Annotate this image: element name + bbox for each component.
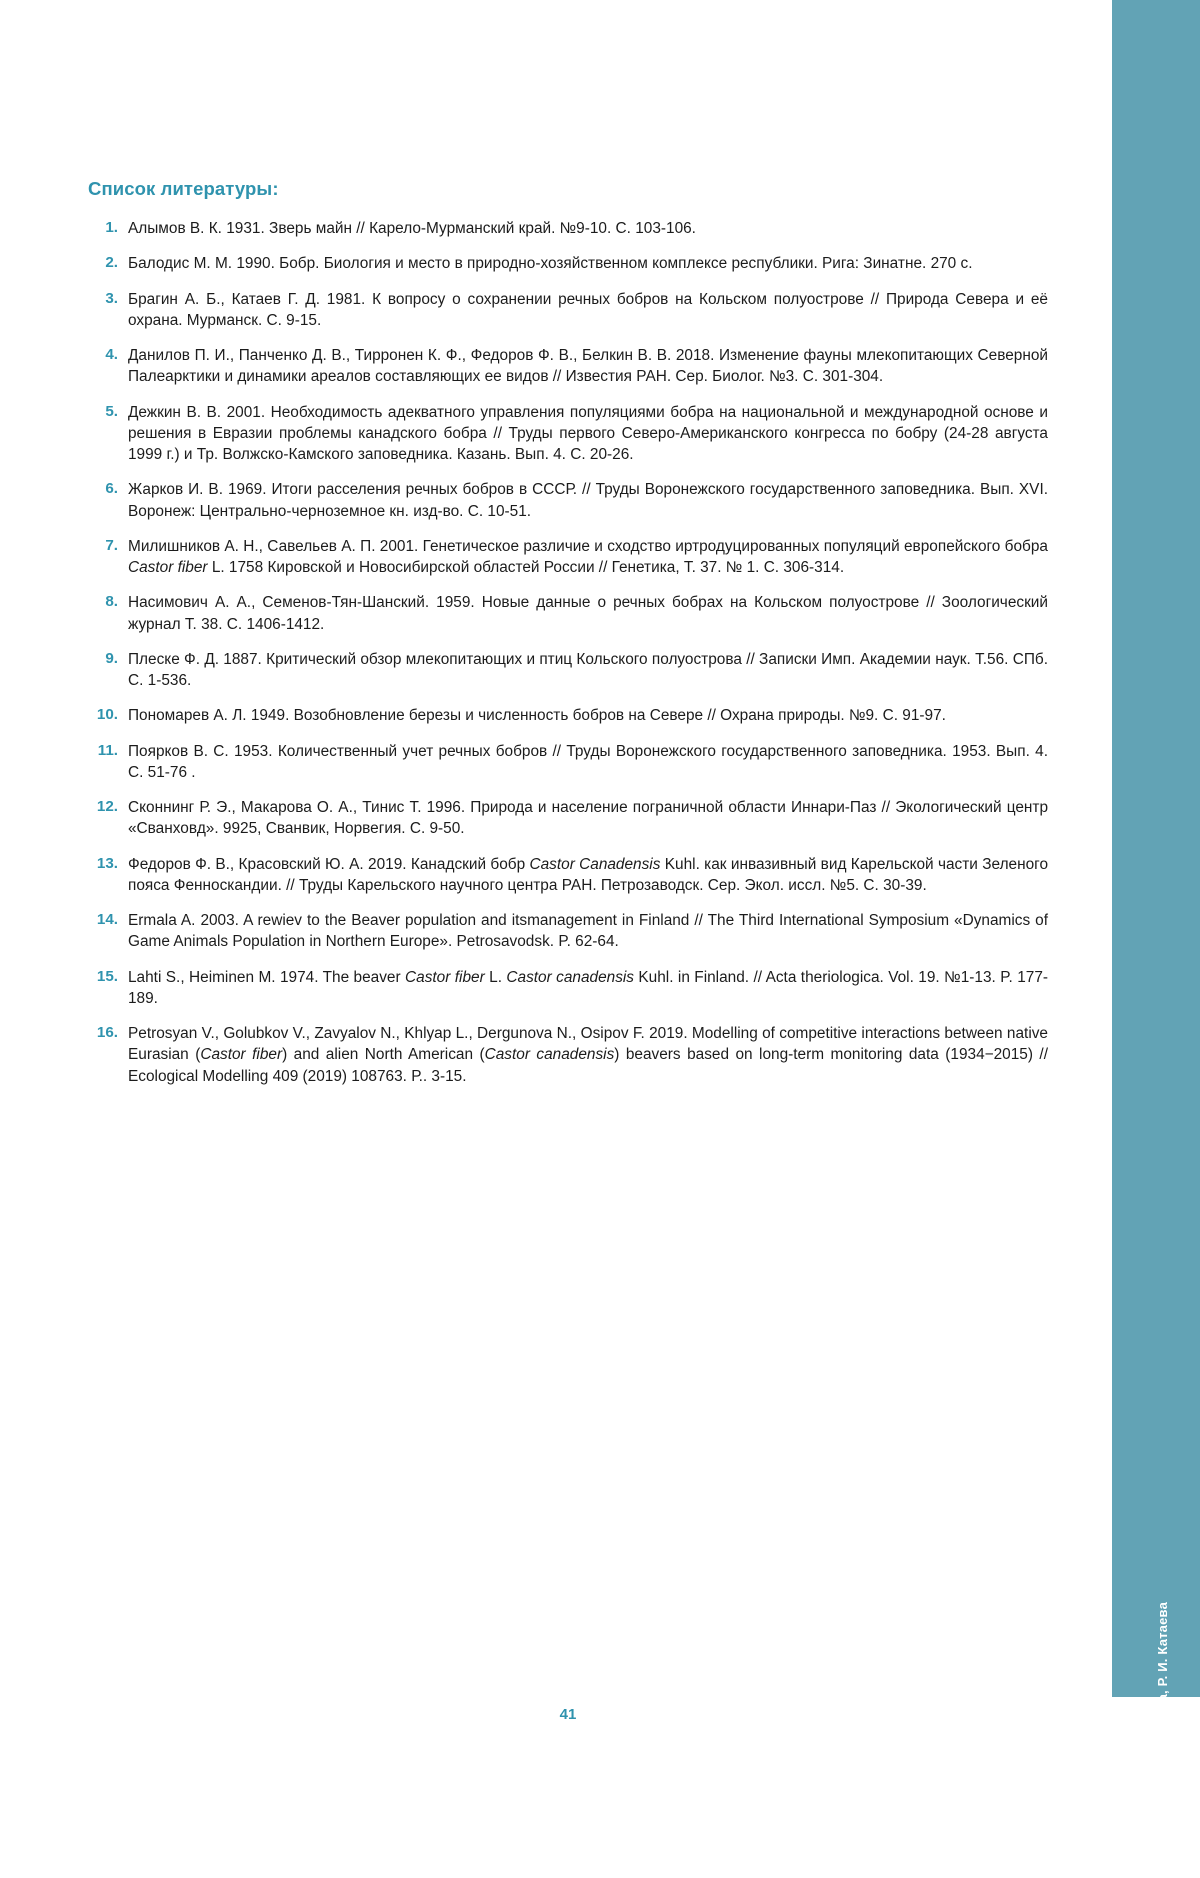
reference-text — [128, 797, 1048, 840]
reference-text — [128, 536, 1048, 579]
reference-number: 15. — [96, 967, 118, 985]
reference-item — [88, 967, 1048, 1010]
references-list — [88, 218, 1048, 1087]
reference-item — [88, 649, 1048, 692]
right-sidebar-band — [1015, 0, 1200, 1878]
reference-text — [128, 910, 1048, 953]
reference-text-run: L. 1758 Кировской и Новосибирской областей России // Генетика, Т. 37. № 1. С. 306-314. — [207, 559, 845, 576]
reference-text — [128, 218, 1048, 239]
sidebar-journal-url: rio.ksc.ru/zhurnaly/vestnik — [1015, 200, 1031, 355]
reference-text-run: Плеске Ф. Д. 1887. Критический обзор млекопитающих и птиц Кольского полуострова // Записки Имп. Академии наук. Т.56. СПб. С. 1-536. — [128, 650, 1048, 689]
reference-item — [88, 536, 1048, 579]
reference-text-run: ) and alien North American ( — [282, 1046, 485, 1064]
reference-text-run: Ermala A. 2003. A rewiev to the Beaver population and itsmanagement in Finland // The Third International Symposium «Dynamics of Game Animals Population in Northern Europe». Petrosavodsk. P. 62-64. — [128, 912, 1048, 951]
reference-number: 5. — [105, 402, 118, 420]
reference-item — [88, 218, 1048, 239]
reference-text — [128, 649, 1048, 692]
reference-text — [128, 967, 1048, 1010]
reference-text — [128, 402, 1048, 466]
reference-item — [88, 592, 1048, 635]
reference-text-run: Поярков В. С. 1953. Количественный учет речных бобров // Труды Воронежского государственного заповедника. 1953. Вып. 4. С. 51-76 . — [128, 742, 1048, 781]
sidebar-authors: Г. Д. Катаев, М. Е. Каримова, Р. И. Катаева — [1155, 1602, 1170, 1878]
reference-number: 10. — [96, 706, 118, 724]
reference-item — [88, 741, 1048, 784]
reference-text — [128, 741, 1048, 784]
reference-text-run: Милишников А. Н., Савельев А. П. 2001. Генетическое различие и сходство иртродуцированных популяций европейского бобра — [128, 537, 1048, 555]
reference-number: 14. — [96, 911, 118, 928]
reference-text-run: ) beavers based on long-term monitoring data (1934−2015) // Ecological Modelling 409 (2019) 108763. Р.. 3-15. — [128, 1046, 1048, 1085]
reference-item — [88, 345, 1048, 388]
reference-species-name: Castor fiber — [128, 559, 208, 576]
references-heading: Список литературы: — [88, 178, 279, 199]
reference-text-run: Petrosyan V., Golubkov V., Zavyalov N., Khlyap L., Dergunova N., Osipov F. 2019. Modelling of competitive interactions between native Eurasian ( — [128, 1025, 1048, 1064]
reference-species-name: Castor Canadensis — [529, 855, 661, 873]
reference-text-run: Насимович А. А., Семенов-Тян-Шанский. 1959. Новые данные о речных бобрах на Кольском полуострове // Зоологический журнал Т. 38. С. 1406-1412. — [128, 594, 1048, 633]
reference-number: 16. — [96, 1024, 118, 1041]
reference-number: 6. — [105, 480, 118, 498]
reference-text-run: Пономарев А. Л. 1949. Возобновление березы и численность бобров на Севере // Охрана природы. №9. С. 91-97. — [128, 707, 946, 725]
reference-item — [88, 910, 1048, 953]
reference-species-name: Castor fiber — [200, 1046, 283, 1064]
reference-item — [88, 854, 1048, 897]
reference-number: 2. — [105, 254, 118, 272]
reference-text-run: Федоров Ф. В., Красовский Ю. А. 2019. Канадский бобр — [128, 855, 530, 873]
reference-number: 11. — [97, 741, 118, 759]
reference-text — [128, 854, 1048, 897]
reference-item — [88, 1023, 1048, 1087]
reference-text-run: Kuhl. как инвазивный вид Карельской части Зеленого пояса Фенноскандии. // Труды Карельского научного центра РАН. Петрозаводск. Сер. Экол. иссл. №5. С. 30-39. — [128, 855, 1049, 894]
reference-text — [128, 253, 1048, 274]
reference-text — [128, 479, 1048, 522]
reference-text-run: Lahti S., Heiminen M. 1974. The beaver — [128, 968, 406, 986]
reference-species-name: Castor canadensis — [506, 968, 634, 986]
reference-number: 13. — [96, 854, 118, 872]
reference-item — [88, 479, 1048, 522]
reference-number: 9. — [105, 649, 118, 667]
reference-text — [128, 345, 1048, 388]
reference-text-run: Балодис М. М. 1990. Бобр. Биология и место в природно-хозяйственном комплексе республики. Рига: Зинатне. 270 с. — [128, 255, 973, 273]
document-content — [88, 178, 1049, 1723]
reference-text-run: Сконнинг Р. Э., Макарова О. А., Тинис Т. 1996. Природа и население пограничной области Иннари-Паз // Экологический центр «Сванховд». 9925, Сванвик, Норвегия. С. 9-50. — [128, 799, 1048, 838]
reference-text — [128, 705, 1048, 726]
reference-number: 3. — [105, 289, 118, 307]
reference-text — [128, 592, 1048, 635]
reference-text — [128, 289, 1048, 332]
reference-species-name: Castor fiber — [405, 968, 485, 986]
reference-number: 8. — [105, 593, 118, 611]
reference-item — [88, 797, 1048, 840]
reference-text-run: Данилов П. И., Панченко Д. В., Тирронен К. Ф., Федоров Ф. В., Белкин В. В. 2018. Изменение фауны млекопитающих Северной Палеарктики и динамики ареалов составляющих ее видов // Известия РАН. Сер. Биолог. №3. С. 301-304. — [128, 347, 1048, 386]
reference-text-run: Kuhl. in Finland. // Acta theriologica. Vol. 19. №1-13. P. 177-189. — [128, 968, 1049, 1007]
reference-text-run: Алымов В. К. 1931. Зверь майн // Карело-Мурманский край. №9-10. С. 103-106. — [128, 220, 696, 237]
reference-text-run: L. — [484, 968, 507, 986]
reference-item — [88, 705, 1048, 726]
reference-item — [88, 289, 1048, 332]
reference-number: 12. — [96, 798, 118, 815]
reference-number: 7. — [105, 536, 118, 554]
reference-text-run: Жарков И. В. 1969. Итоги расселения речных бобров в СССР. // Труды Воронежского государственного заповедника. Вып. XVI. Воронеж: Центрально-черноземное кн. изд-во. С. 10-51. — [128, 481, 1048, 520]
reference-text-run: Дежкин В. В. 2001. Необходимость адекватного управления популяциями бобра на национальной и международной основе и решения в Евразии проблемы канадского бобра // Труды первого Северо-Американского конгресса по бобру (24-28 августа 1999 г.) и Тр. Волжско-Камского заповедника. Казань. Вып. 4. С. 20-26. — [128, 403, 1048, 463]
reference-text-run: Брагин А. Б., Катаев Г. Д. 1981. К вопросу о сохранении речных бобров на Кольском полуострове // Природа Севера и её охрана. Мурманск. С. 9-15. — [128, 290, 1048, 329]
page-number: 41 — [559, 1706, 577, 1723]
reference-number: 4. — [105, 346, 118, 363]
reference-item — [88, 402, 1048, 466]
reference-text — [128, 1023, 1048, 1087]
reference-number: 1. — [105, 219, 118, 236]
reference-item — [88, 253, 1048, 274]
reference-species-name: Castor canadensis — [484, 1046, 615, 1064]
